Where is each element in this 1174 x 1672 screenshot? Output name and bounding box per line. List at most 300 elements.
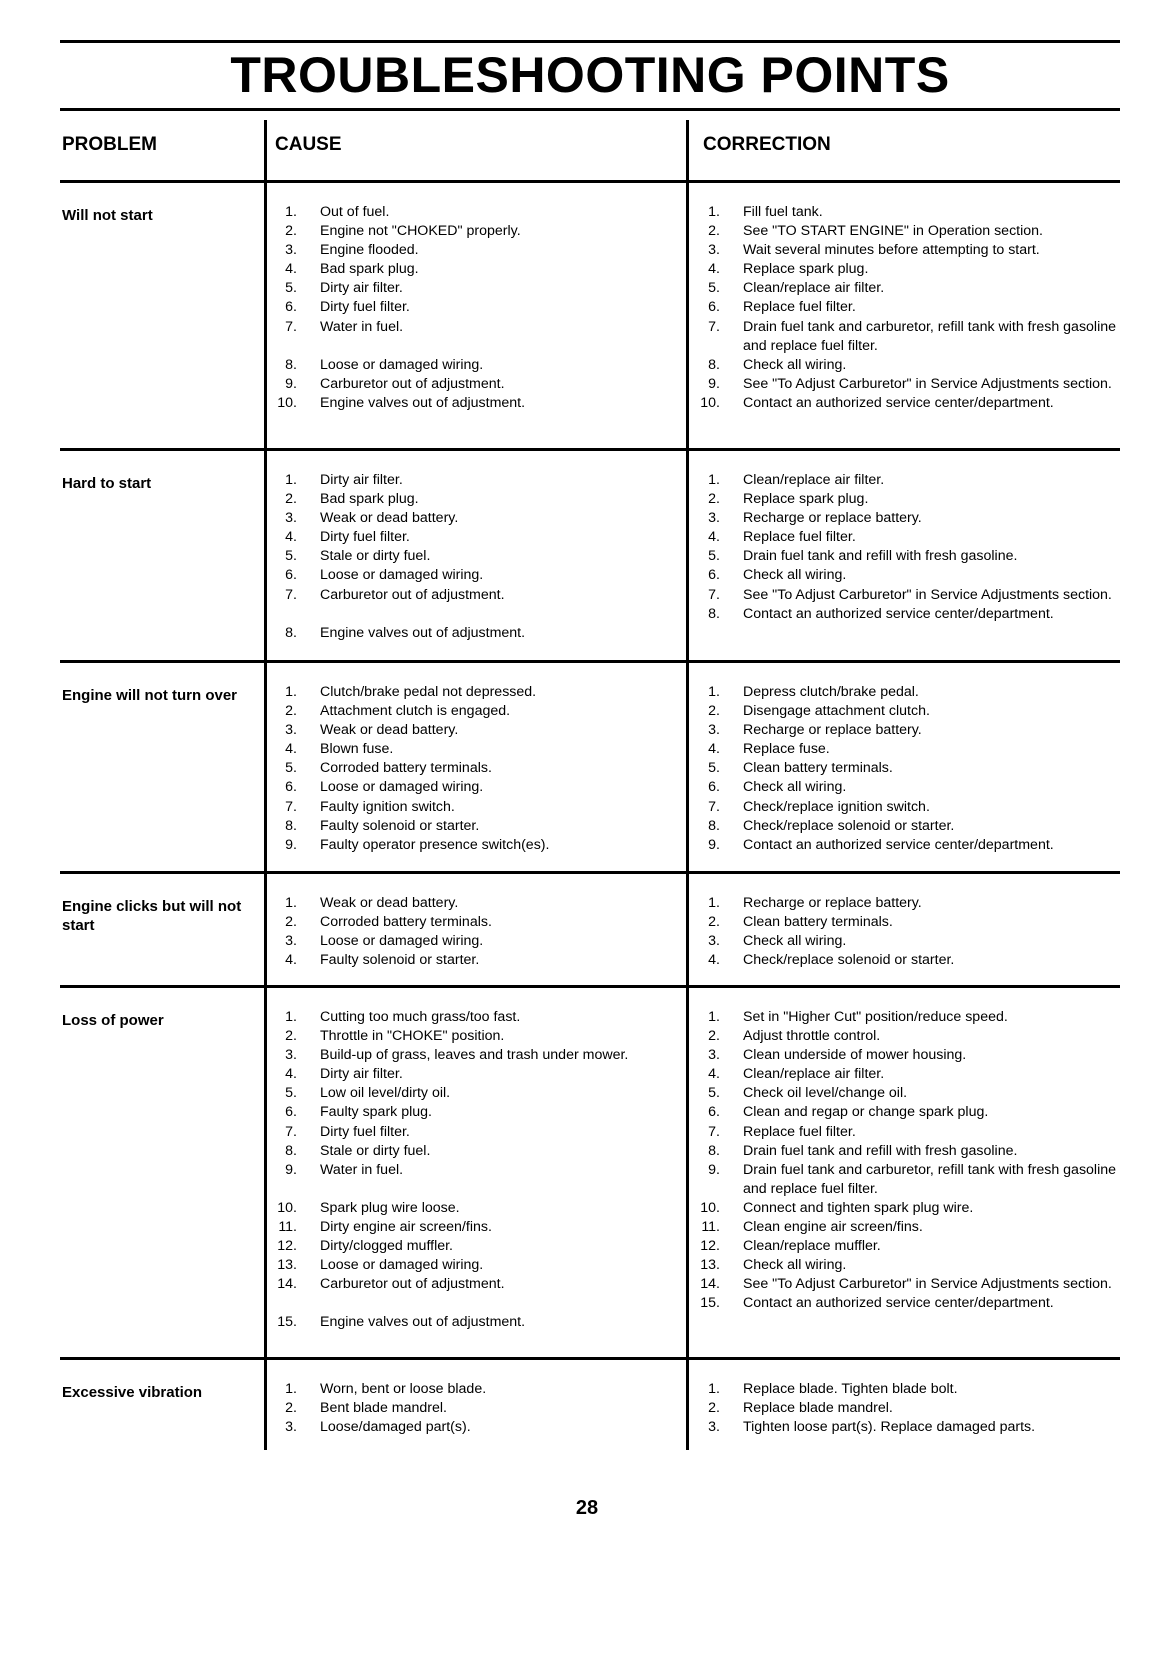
cause-item	[275, 759, 695, 778]
top-rule	[60, 40, 1120, 43]
cause-item	[275, 586, 695, 605]
problem-label: Loss of power	[62, 1012, 164, 1029]
item-text: Water in fuel.	[320, 1161, 404, 1178]
item-text: Carburetor out of adjustment.	[320, 1276, 505, 1293]
item-text: Worn, bent or loose blade.	[320, 1381, 487, 1397]
correction-item	[698, 894, 1128, 913]
item-text: Faulty ignition switch.	[320, 798, 455, 815]
item-number: 7.	[708, 586, 720, 603]
cause-list	[275, 1380, 695, 1437]
cause-item	[275, 490, 695, 509]
cause-item	[275, 203, 695, 222]
cause-item	[275, 1027, 695, 1046]
correction-item	[698, 203, 1128, 222]
item-text: Dirty air filter.	[320, 472, 403, 488]
cause-item	[275, 1218, 695, 1237]
item-number: 6.	[285, 567, 297, 584]
item-text: Contact an authorized service center/department.	[743, 836, 1054, 853]
item-text: Check all wiring.	[743, 356, 847, 373]
correction-item	[698, 318, 1128, 356]
item-text: Check all wiring.	[743, 1257, 847, 1274]
item-text: Clean battery terminals.	[743, 760, 893, 777]
correction-item	[698, 375, 1128, 394]
item-number: 4.	[285, 529, 297, 546]
cause-item	[275, 778, 695, 797]
correction-item	[698, 298, 1128, 317]
item-text: Build-up of grass, leaves and trash under mower.	[320, 1047, 629, 1064]
cause-item	[275, 260, 695, 279]
item-text: Low oil level/dirty oil.	[320, 1085, 451, 1102]
cause-list	[275, 683, 695, 855]
item-number: 11.	[701, 1219, 720, 1236]
cause-item	[275, 528, 695, 547]
cause-item	[275, 1103, 695, 1122]
item-number: 13.	[700, 1257, 720, 1274]
item-text: Check/replace solenoid or starter.	[743, 817, 955, 834]
item-number: 4.	[285, 952, 297, 969]
item-number: 2.	[285, 1400, 297, 1417]
item-text: Check/replace solenoid or starter.	[743, 952, 955, 969]
item-number: 3.	[285, 510, 297, 527]
item-text: Fill fuel tank.	[743, 204, 823, 220]
item-number: 1.	[285, 1381, 297, 1397]
item-number: 1.	[708, 684, 720, 700]
item-number: 3.	[708, 1419, 720, 1436]
item-text: Check/replace ignition switch.	[743, 798, 930, 815]
item-number: 2.	[708, 491, 720, 508]
correction-item	[698, 1256, 1128, 1275]
item-number: 5.	[285, 280, 297, 297]
item-number: 2.	[285, 223, 297, 240]
item-text: Drain fuel tank and refill with fresh gasoline.	[743, 548, 1018, 565]
item-number: 2.	[708, 914, 720, 931]
item-text: Replace fuse.	[743, 741, 830, 758]
correction-item	[698, 1294, 1128, 1313]
correction-item	[698, 740, 1128, 759]
item-number: 15.	[277, 1314, 297, 1331]
item-number: 2.	[708, 1028, 720, 1045]
cause-item	[275, 1142, 695, 1161]
item-text: Throttle in "CHOKE" position.	[320, 1028, 505, 1045]
item-number: 3.	[708, 933, 720, 950]
item-text: Recharge or replace battery.	[743, 895, 922, 911]
correction-item	[698, 1046, 1128, 1065]
item-text: Recharge or replace battery.	[743, 722, 922, 739]
item-text: Engine flooded.	[320, 242, 419, 259]
item-text: Bent blade mandrel.	[320, 1400, 447, 1417]
cause-list	[275, 471, 695, 643]
item-number: 10.	[277, 394, 297, 411]
item-text: Clean and regap or change spark plug.	[743, 1104, 989, 1121]
item-number: 6.	[285, 1104, 297, 1121]
correction-item	[698, 1237, 1128, 1256]
item-number: 15.	[700, 1295, 720, 1312]
correction-item	[698, 1380, 1128, 1399]
item-number: 7.	[285, 798, 297, 815]
correction-item	[698, 951, 1128, 970]
item-text: Weak or dead battery.	[320, 510, 459, 527]
item-text: Loose or damaged wiring.	[320, 779, 484, 796]
item-text: Replace spark plug.	[743, 261, 869, 278]
cause-item	[275, 702, 695, 721]
cause-item	[275, 1313, 695, 1332]
item-text: Replace fuel filter.	[743, 299, 856, 316]
item-text: Replace fuel filter.	[743, 1123, 856, 1140]
item-number: 12.	[277, 1238, 297, 1255]
cause-item	[275, 1161, 695, 1180]
item-number: 9.	[708, 836, 720, 853]
item-number: 8.	[285, 817, 297, 834]
item-number: 1.	[285, 472, 297, 488]
item-number: 1.	[708, 472, 720, 488]
correction-item	[698, 1199, 1128, 1218]
correction-item	[698, 471, 1128, 490]
item-text: Clean engine air screen/fins.	[743, 1219, 923, 1236]
item-text: Engine valves out of adjustment.	[320, 624, 526, 641]
item-number: 7.	[708, 1123, 720, 1140]
item-number: 4.	[708, 741, 720, 758]
item-text: Loose or damaged wiring.	[320, 1257, 484, 1274]
correction-item	[698, 913, 1128, 932]
item-text: Drain fuel tank and carburetor, refill tank with fresh gasoline and replace fuel filter.	[743, 318, 1117, 354]
cause-item	[275, 836, 695, 855]
cause-item	[275, 566, 695, 585]
item-text: Clean battery terminals.	[743, 914, 893, 931]
cause-item	[275, 721, 695, 740]
item-number: 3.	[285, 242, 297, 259]
section-rule	[60, 1357, 1120, 1360]
column-header-problem: PROBLEM	[62, 134, 157, 155]
item-text: Clean/replace air filter.	[743, 280, 885, 297]
item-text: Loose or damaged wiring.	[320, 567, 484, 584]
item-text: Carburetor out of adjustment.	[320, 375, 505, 392]
item-text: Dirty/clogged muffler.	[320, 1238, 453, 1255]
item-text: Check all wiring.	[743, 779, 847, 796]
item-text: Disengage attachment clutch.	[743, 703, 930, 720]
item-number: 4.	[285, 1066, 297, 1083]
cause-item	[275, 624, 695, 643]
correction-item	[698, 1027, 1128, 1046]
item-number: 9.	[285, 836, 297, 853]
item-number: 3.	[708, 1047, 720, 1064]
item-number: 7.	[285, 586, 297, 603]
correction-list	[698, 1008, 1128, 1314]
item-text: Drain fuel tank and refill with fresh gasoline.	[743, 1142, 1018, 1159]
cause-item	[275, 1199, 695, 1218]
item-number: 2.	[285, 914, 297, 931]
item-text: Drain fuel tank and carburetor, refill tank with fresh gasoline and replace fuel filter.	[743, 1161, 1117, 1197]
item-number: 3.	[708, 242, 720, 259]
column-header-cause: CAUSE	[275, 134, 342, 155]
item-text: Faulty solenoid or starter.	[320, 817, 480, 834]
item-number: 12.	[700, 1238, 720, 1255]
item-number: 11.	[278, 1218, 297, 1235]
cause-item	[275, 683, 695, 702]
correction-item	[698, 279, 1128, 298]
cause-item	[275, 817, 695, 836]
item-number: 4.	[708, 1066, 720, 1083]
correction-item	[698, 1084, 1128, 1103]
correction-item	[698, 586, 1128, 605]
item-number: 8.	[285, 1142, 297, 1159]
item-number: 9.	[285, 375, 297, 392]
cause-item	[275, 1380, 695, 1399]
correction-item	[698, 509, 1128, 528]
item-number: 14.	[277, 1276, 297, 1293]
cause-item	[275, 241, 695, 260]
item-number: 6.	[708, 567, 720, 584]
item-text: See "To Adjust Carburetor" in Service Adjustments section.	[743, 586, 1112, 603]
correction-item	[698, 1065, 1128, 1084]
item-number: 6.	[708, 779, 720, 796]
item-number: 7.	[285, 318, 297, 335]
column-divider-cause	[264, 120, 267, 1450]
item-number: 3.	[285, 1047, 297, 1064]
item-number: 5.	[285, 1085, 297, 1102]
correction-list	[698, 1380, 1128, 1437]
item-text: Contact an authorized service center/department.	[743, 394, 1054, 411]
correction-item	[698, 1123, 1128, 1142]
item-text: Loose/damaged part(s).	[320, 1419, 471, 1436]
item-number: 9.	[708, 1161, 720, 1178]
item-number: 1.	[708, 895, 720, 911]
item-text: Engine not "CHOKED" properly.	[320, 223, 521, 240]
item-text: Contact an authorized service center/department.	[743, 605, 1054, 622]
item-text: Check oil level/change oil.	[743, 1085, 908, 1102]
problem-label: Excessive vibration	[62, 1384, 203, 1401]
item-text: Engine valves out of adjustment.	[320, 1314, 526, 1331]
item-number: 10.	[700, 394, 720, 411]
item-number: 1.	[708, 204, 720, 220]
cause-list	[275, 1008, 695, 1332]
item-number: 2.	[285, 703, 297, 720]
item-number: 2.	[708, 1400, 720, 1417]
item-text: Adjust throttle control.	[743, 1028, 881, 1045]
item-text: Spark plug wire loose.	[320, 1199, 460, 1216]
correction-item	[698, 356, 1128, 375]
item-text: Blown fuse.	[320, 741, 394, 758]
item-number: 9.	[285, 1161, 297, 1178]
item-number: 8.	[285, 356, 297, 373]
correction-item	[698, 528, 1128, 547]
cause-item	[275, 1046, 695, 1065]
cause-item	[275, 1237, 695, 1256]
correction-item	[698, 1142, 1128, 1161]
item-number: 2.	[285, 491, 297, 508]
item-number: 5.	[285, 548, 297, 565]
item-number: 3.	[285, 933, 297, 950]
item-number: 6.	[285, 779, 297, 796]
section-rule	[60, 985, 1120, 988]
correction-item	[698, 817, 1128, 836]
item-number: 1.	[285, 684, 297, 700]
item-text: Faulty operator presence switch(es).	[320, 836, 550, 853]
cause-item	[275, 547, 695, 566]
header-rule	[60, 180, 1120, 183]
item-number: 7.	[708, 318, 720, 335]
item-number: 8.	[708, 605, 720, 622]
item-number: 4.	[285, 261, 297, 278]
item-number: 1.	[708, 1381, 720, 1397]
correction-item	[698, 932, 1128, 951]
item-number: 5.	[708, 280, 720, 297]
page-number: 28	[575, 1497, 599, 1519]
cause-item	[275, 318, 695, 337]
item-text: Contact an authorized service center/department.	[743, 1295, 1054, 1312]
item-text: Replace blade. Tighten blade bolt.	[743, 1381, 958, 1397]
correction-item	[698, 1103, 1128, 1122]
item-number: 7.	[285, 1123, 297, 1140]
item-number: 8.	[708, 356, 720, 373]
item-text: Connect and tighten spark plug wire.	[743, 1199, 974, 1216]
item-number: 6.	[285, 299, 297, 316]
problem-label: Engine will not turn over	[62, 687, 238, 704]
item-text: Bad spark plug.	[320, 261, 419, 278]
correction-item	[698, 759, 1128, 778]
item-text: Bad spark plug.	[320, 491, 419, 508]
cause-item	[275, 1123, 695, 1142]
item-number: 4.	[708, 952, 720, 969]
item-number: 9.	[708, 375, 720, 392]
column-header-correction: CORRECTION	[703, 134, 831, 155]
correction-list	[698, 203, 1128, 413]
item-number: 10.	[277, 1199, 297, 1216]
item-text: Stale or dirty fuel.	[320, 1142, 431, 1159]
item-text: Loose or damaged wiring.	[320, 933, 484, 950]
title-rule	[60, 108, 1120, 111]
item-text: Water in fuel.	[320, 318, 404, 335]
item-text: Check all wiring.	[743, 567, 847, 584]
item-number: 3.	[708, 510, 720, 527]
item-text: Corroded battery terminals.	[320, 760, 492, 777]
item-number: 1.	[708, 1009, 720, 1025]
correction-item	[698, 490, 1128, 509]
item-text: Out of fuel.	[320, 204, 390, 220]
correction-item	[698, 1399, 1128, 1418]
item-number: 5.	[708, 548, 720, 565]
correction-list	[698, 894, 1128, 970]
item-text: Carburetor out of adjustment.	[320, 586, 505, 603]
problem-label: Hard to start	[62, 475, 152, 492]
item-text: Loose or damaged wiring.	[320, 356, 484, 373]
cause-item	[275, 1008, 695, 1027]
correction-item	[698, 778, 1128, 797]
item-number: 1.	[285, 204, 297, 220]
correction-item	[698, 260, 1128, 279]
item-number: 4.	[708, 529, 720, 546]
cause-item	[275, 913, 695, 932]
section-rule	[60, 448, 1120, 451]
item-text: Dirty fuel filter.	[320, 1123, 410, 1140]
page-title: TROUBLESHOOTING POINTS	[230, 47, 950, 103]
item-number: 13.	[277, 1257, 297, 1274]
item-number: 4.	[708, 261, 720, 278]
correction-item	[698, 241, 1128, 260]
correction-item	[698, 683, 1128, 702]
correction-item	[698, 1275, 1128, 1294]
item-text: Dirty fuel filter.	[320, 299, 410, 316]
cause-item	[275, 1084, 695, 1103]
cause-item	[275, 894, 695, 913]
item-text: Attachment clutch is engaged.	[320, 703, 511, 720]
item-number: 1.	[285, 895, 297, 911]
item-number: 5.	[708, 760, 720, 777]
correction-item	[698, 702, 1128, 721]
correction-item	[698, 721, 1128, 740]
correction-item	[698, 1418, 1128, 1437]
item-number: 6.	[708, 299, 720, 316]
cause-item	[275, 394, 695, 413]
item-text: Cutting too much grass/too fast.	[320, 1009, 521, 1025]
correction-item	[698, 222, 1128, 241]
item-text: Faulty spark plug.	[320, 1104, 432, 1121]
cause-item	[275, 222, 695, 241]
cause-item	[275, 471, 695, 490]
item-text: Dirty engine air screen/fins.	[320, 1218, 492, 1235]
item-number: 4.	[285, 741, 297, 758]
correction-item	[698, 566, 1128, 585]
item-text: Weak or dead battery.	[320, 895, 459, 911]
item-text: Check all wiring.	[743, 933, 847, 950]
section-rule	[60, 660, 1120, 663]
item-number: 1.	[285, 1009, 297, 1025]
correction-list	[698, 471, 1128, 624]
cause-list	[275, 203, 695, 413]
correction-item	[698, 1008, 1128, 1027]
item-number: 2.	[708, 703, 720, 720]
cause-item	[275, 279, 695, 298]
item-text: Replace spark plug.	[743, 491, 869, 508]
cause-item	[275, 375, 695, 394]
cause-item	[275, 798, 695, 817]
item-text: Weak or dead battery.	[320, 722, 459, 739]
cause-item	[275, 509, 695, 528]
cause-item	[275, 298, 695, 317]
cause-item	[275, 932, 695, 951]
item-number: 14.	[700, 1276, 720, 1293]
correction-item	[698, 547, 1128, 566]
item-number: 2.	[285, 1028, 297, 1045]
item-text: Clean underside of mower housing.	[743, 1047, 967, 1064]
correction-item	[698, 1218, 1128, 1237]
item-number: 8.	[708, 817, 720, 834]
item-number: 8.	[285, 624, 297, 641]
item-text: Faulty solenoid or starter.	[320, 952, 480, 969]
item-number: 8.	[708, 1142, 720, 1159]
cause-item	[275, 1418, 695, 1437]
correction-item	[698, 394, 1128, 413]
correction-item	[698, 836, 1128, 855]
item-text: Dirty air filter.	[320, 280, 403, 297]
item-text: Set in "Higher Cut" position/reduce speed.	[743, 1009, 1008, 1025]
cause-item	[275, 1256, 695, 1275]
item-number: 3.	[708, 722, 720, 739]
item-text: Clean/replace air filter.	[743, 1066, 885, 1083]
item-number: 5.	[708, 1085, 720, 1102]
item-text: Wait several minutes before attempting to start.	[743, 242, 1040, 259]
cause-list	[275, 894, 695, 970]
item-text: Replace fuel filter.	[743, 529, 856, 546]
item-text: Engine valves out of adjustment.	[320, 394, 526, 411]
item-text: Dirty fuel filter.	[320, 529, 410, 546]
item-text: Tighten loose part(s). Replace damaged parts.	[743, 1419, 1036, 1436]
item-number: 7.	[708, 798, 720, 815]
cause-item	[275, 1399, 695, 1418]
cause-item	[275, 1065, 695, 1084]
item-text: See "To Adjust Carburetor" in Service Adjustments section.	[743, 1276, 1112, 1293]
item-number: 10.	[700, 1199, 720, 1216]
correction-item	[698, 605, 1128, 624]
